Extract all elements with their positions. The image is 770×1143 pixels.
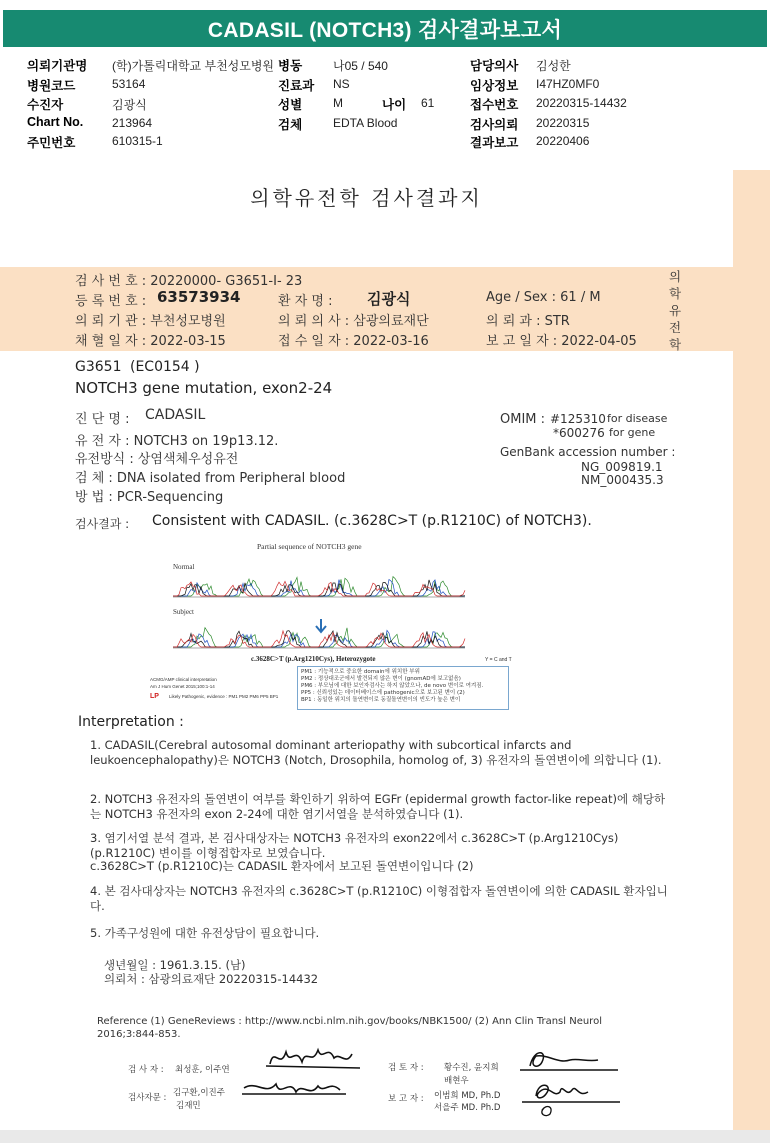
info-label: 의뢰기관명: [27, 59, 88, 73]
info-value: 61: [421, 96, 435, 110]
info-value: M: [333, 96, 343, 110]
birth-date: 생년월일 : 1961.3.15. (남): [104, 958, 246, 972]
interpretation-p3a: 3. 염기서열 분석 결과, 본 검사대상자는 NOTCH3 유전자의 exon22에서 c.3628C>T (p.Arg1210Cys) (p.R1210C) 변이를 이형접합자로 보였습니다.: [90, 831, 619, 860]
title-bar: [0, 0, 770, 48]
omim-disease: #125310: [550, 412, 606, 426]
method-info: 방 법 : PCR-Sequencing: [75, 490, 224, 505]
info-label: 담당의사: [470, 59, 519, 73]
reg-number: 63573934: [157, 288, 241, 306]
specimen-info: 검 체 : DNA isolated from Peripheral blood: [75, 471, 346, 486]
trace-line: [173, 580, 465, 596]
request-dept: 의 뢰 과 : STR: [486, 314, 570, 329]
acmg-ref1: ACMG/AMP clinical interpretation: [150, 677, 217, 682]
reporter-label: 보 고 자 :: [388, 1094, 424, 1104]
trace-line: [173, 581, 465, 596]
lp-description: Likely Pathogenic, evidence : PM1 PM2 PM6 PP5 BP1: [169, 694, 279, 699]
info-value: 20220315: [536, 116, 590, 130]
omim-gene-note: for gene: [609, 426, 656, 439]
info-label: 결과보고: [470, 136, 519, 150]
request-org-note: 의뢰처 : 삼광의료재단 20220315-14432: [104, 972, 319, 986]
reviewer-names-2: 배현우: [444, 1076, 469, 1086]
advisor-label: 검사자문 :: [128, 1093, 167, 1103]
document-title: 의학유전학 검사결과지: [250, 186, 483, 210]
tester-label: 검 사 자 :: [128, 1065, 164, 1075]
info-label: 접수번호: [470, 98, 519, 112]
trace-line: [173, 631, 465, 647]
reviewer-label: 검 토 자 :: [388, 1063, 424, 1073]
criteria-line: PM2 : 정상대조군에서 발견되지 않은 변이 (gnomAD에 보고없음): [301, 676, 461, 682]
info-label: Chart No.: [27, 115, 84, 129]
test-code-secondary: (EC0154 ): [130, 359, 200, 375]
reporter-names-2: 서을주 MD. Ph.D: [434, 1103, 501, 1113]
info-value: 610315-1: [112, 134, 163, 148]
figure-caption: c.3628C>T (p.Arg1210Cys), Heterozygote: [251, 655, 376, 663]
omim-gene: *600276: [553, 426, 605, 440]
patient-label: 환 자 명 :: [278, 294, 333, 309]
tester-names: 최성훈, 이주연: [175, 1065, 230, 1075]
interpretation-heading: Interpretation :: [78, 714, 184, 730]
normal-trace: [173, 577, 465, 596]
criteria-line: PM6 : 부모님에 대한 보인자검사는 하지 않았으나, de novo 변이로 여겨짐.: [301, 683, 484, 689]
signature-handwriting-2: [508, 1036, 628, 1126]
info-value: 20220406: [536, 134, 590, 148]
info-value: 213964: [112, 116, 153, 130]
acmg-criteria-box: [297, 666, 509, 710]
info-value: I47HZ0MF0: [536, 77, 600, 91]
genbank-label: GenBank accession number :: [500, 445, 676, 459]
test-name: NOTCH3 gene mutation, exon2-24: [75, 379, 333, 397]
trace-line: [173, 630, 465, 647]
result-text: Consistent with CADASIL. (c.3628C>T (p.R1210C) of NOTCH3).: [152, 513, 592, 529]
advisor-names-2: 김재민: [176, 1101, 201, 1111]
reviewer-names: 황수진, 윤지희: [444, 1063, 499, 1073]
interpretation-p4: 4. 본 검사대상자는 NOTCH3 유전자의 c.3628C>T (p.R1210C) 이형접합자 돌연변이에 의한 CADASIL 환자입니다.: [90, 884, 668, 913]
omim-disease-note: for disease: [607, 412, 668, 425]
reporter-names: 이범희 MD, Ph.D: [434, 1091, 501, 1101]
interpretation-p1: 1. CADASIL(Cerebral autosomal dominant arteriopathy with subcortical infarcts and leukoencephalopathy)은 NOTCH3 (Notch, Drosophila, homolog of, 3) 유전자의 돌연변이에 의합니다 (1).: [90, 738, 662, 767]
criteria-line: PM1 : 기능적으로 중요한 domain에 위치한 부위: [301, 669, 420, 675]
patient-band: [0, 267, 770, 351]
interpretation-p2: 2. NOTCH3 유전자의 돌연변이 여부를 확인하기 위하여 EGFr (epidermal growth factor-like repeat)에 해당하는 NOTCH3 유전자의 exon 2-24에 대한 염기서열을 분석하였습니다 (1).: [90, 792, 666, 821]
report-title: CADASIL (NOTCH3) 검사결과보고서: [3, 10, 767, 47]
reference: Reference (1) GeneReviews : http://www.ncbi.nlm.nih.gov/books/NBK1500/ (2) Ann Clin Transl Neurol 2016;3:844-853.: [97, 1016, 602, 1040]
info-value: 김성한: [536, 59, 571, 73]
mutation-arrow-icon: [316, 619, 326, 632]
criteria-line: PP5 : 신뢰성있는 데이터베이스에 pathogenic으로 보고된 변이 (2): [301, 690, 465, 696]
info-value: 20220315-14432: [536, 96, 627, 110]
figure-yc: Y = C and T: [485, 657, 512, 663]
scanned-report: [0, 170, 770, 1130]
exam-number: 검 사 번 호 : 20220000- G3651-I- 23: [75, 274, 303, 289]
info-label: 임상정보: [470, 79, 519, 93]
diagnosis: CADASIL: [145, 407, 206, 423]
age-sex: Age / Sex : 61 / M: [486, 290, 601, 305]
reg-label: 등 록 번 호 :: [75, 294, 147, 309]
report-date: 보 고 일 자 : 2022-04-05: [486, 334, 637, 349]
info-value: 김광식: [112, 98, 147, 112]
info-label: 나이: [382, 98, 407, 112]
side-label: 의학유전학: [668, 269, 682, 352]
signature-handwriting: [236, 1036, 366, 1116]
request-doctor: 의 뢰 의 사 : 삼광의료재단: [278, 314, 429, 329]
omim-label: OMIM :: [500, 412, 546, 427]
subject-label: Subject: [173, 608, 194, 616]
info-value: 나05 / 540: [333, 59, 388, 73]
acmg-ref2: Am J Hum Genet 2015;100:1-14: [150, 684, 215, 689]
collect-date: 채 혈 일 자 : 2022-03-15: [75, 334, 226, 349]
info-label: 병동: [278, 59, 303, 73]
result-label: 검사결과 :: [75, 517, 130, 531]
info-value: EDTA Blood: [333, 116, 398, 130]
info-label: 병원코드: [27, 79, 76, 93]
trace-line: [173, 577, 465, 596]
info-label: 주민번호: [27, 136, 76, 150]
test-code: G3651: [75, 359, 122, 375]
info-label: 수진자: [27, 98, 64, 112]
interpretation-p5: 5. 가족구성원에 대한 유전상담이 필요합니다.: [90, 926, 320, 940]
info-label: 진료과: [278, 79, 315, 93]
lp-badge: LP: [150, 693, 159, 700]
info-label: 검사의뢰: [470, 118, 519, 132]
genbank-nm: NM_000435.3: [581, 473, 664, 487]
criteria-line: BP1 : 동일한 위치의 돌연변이로 동질돌연변이의 빈도가 높은 변이: [301, 697, 461, 703]
inheritance-info: 유전방식 : 상염색체우성유전: [75, 452, 239, 467]
request-org: 의 뢰 기 관 : 부천성모병원: [75, 314, 226, 329]
normal-label: Normal: [173, 563, 195, 571]
receive-date: 접 수 일 자 : 2022-03-16: [278, 334, 429, 349]
interpretation-p3b: c.3628C>T (p.R1210C)는 CADASIL 환자에서 보고된 돌연변이입니다 (2): [90, 859, 474, 873]
genbank-ng: NG_009819.1: [581, 460, 663, 474]
info-label: 검체: [278, 118, 303, 132]
figure-title: Partial sequence of NOTCH3 gene: [257, 542, 362, 551]
info-value: NS: [333, 77, 350, 91]
diagnosis-label: 진 단 명 :: [75, 412, 130, 427]
trace-line: [173, 580, 465, 597]
info-label: 성별: [278, 98, 303, 112]
gene-info: 유 전 자 : NOTCH3 on 19p13.12.: [75, 434, 279, 449]
info-value: (학)가톨릭대학교 부천성모병원: [112, 59, 275, 73]
info-value: 53164: [112, 77, 146, 91]
patient-info: [0, 48, 770, 170]
patient-name: 김광식: [367, 290, 411, 308]
trace-line: [173, 631, 465, 647]
advisor-names: 김구환,이진주: [173, 1088, 225, 1098]
